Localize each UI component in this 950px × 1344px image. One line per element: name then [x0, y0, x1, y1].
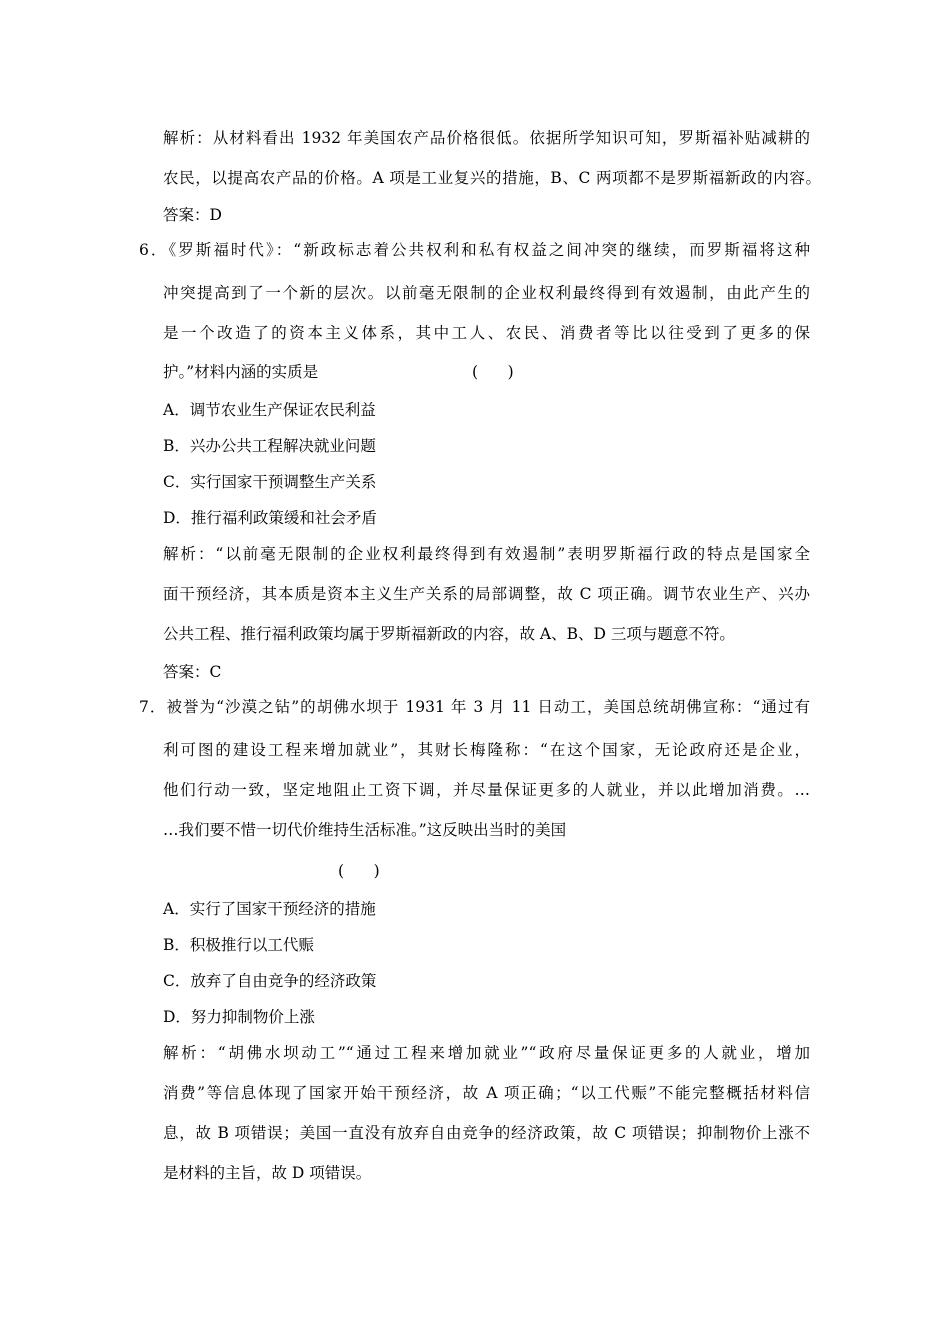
q7-option-d: D．努力抑制物价上涨 — [163, 1008, 315, 1026]
q7-analysis-line-1: 解析：“胡佛水坝动工”“通过工程来增加就业”“政府尽量保证更多的人就业，增加 — [163, 1044, 810, 1062]
q6-stem-line-3: 是一个改造了的资本主义体系，其中工人、农民、消费者等比以往受到了更多的保 — [163, 324, 810, 342]
q6-option-a: A．调节农业生产保证农民利益 — [163, 401, 376, 419]
q7-option-b: B．积极推行以工代赈 — [163, 936, 314, 954]
q7-stem-line-2: 利可图的建设工程来增加就业”，其财长梅隆称：“在这个国家，无论政府还是企业， — [163, 741, 810, 759]
q7-answer-blank: ( ) — [338, 862, 380, 880]
q7-option-c: C．放弃了自由竞争的经济政策 — [163, 972, 377, 990]
q6-analysis-line-2: 面干预经济，其本质是资本主义生产关系的局部调整，故 C 项正确。调节农业生产、兴办 — [163, 585, 810, 603]
q7-analysis-line-3: 息，故 B 项错误；美国一直没有放弃自由竞争的经济政策，故 C 项错误；抑制物价上涨不 — [163, 1124, 810, 1142]
q6-analysis-line-1: 解析：“以前毫无限制的企业权利最终得到有效遏制”表明罗斯福行政的特点是国家全 — [163, 545, 810, 563]
q6-stem-line-2: 冲突提高到了一个新的层次。以前毫无限制的企业权利最终得到有效遏制，由此产生的 — [163, 284, 810, 302]
q6-option-c: C．实行国家干预调整生产关系 — [163, 473, 377, 491]
q6-answer: 答案：C — [163, 663, 222, 681]
q7-stem-line-1: 7．被誉为“沙漠之钻”的胡佛水坝于 1931 年 3 月 11 日动工，美国总统胡佛宣称：“通过有 — [139, 698, 810, 716]
q6-analysis-line-3: 公共工程、推行福利政策均属于罗斯福新政的内容，故 A、B、D 三项与题意不符。 — [163, 625, 735, 643]
prev-analysis-line-1: 解析：从材料看出 1932 年美国农产品价格很低。依据所学知识可知，罗斯福补贴减耕的 — [163, 129, 810, 147]
prev-analysis-line-2: 农民，以提高农产品的价格。A 项是工业复兴的措施，B、C 两项都不是罗斯福新政的内容。 — [163, 169, 821, 187]
q7-analysis-line-2: 消费”等信息体现了国家开始干预经济，故 A 项正确；“以工代赈”不能完整概括材料信 — [163, 1084, 810, 1102]
q7-stem-line-3: 他们行动一致，坚定地阻止工资下调，并尽量保证更多的人就业，并以此增加消费。… — [163, 781, 810, 799]
q6-answer-blank: ( ) — [472, 363, 514, 381]
q7-option-a: A．实行了国家干预经济的措施 — [163, 900, 376, 918]
q6-stem-line-4: 护。”材料内涵的实质是 — [163, 363, 319, 381]
q7-stem-line-4: …我们要不惜一切代价维持生活标准。”这反映出当时的美国 — [163, 821, 567, 839]
prev-answer: 答案：D — [163, 206, 222, 224]
q6-option-b: B．兴办公共工程解决就业问题 — [163, 437, 376, 455]
q7-analysis-line-4: 是材料的主旨，故 D 项错误。 — [163, 1164, 372, 1182]
q6-option-d: D．推行福利政策缓和社会矛盾 — [163, 509, 377, 527]
q6-stem-line-1: 6．《罗斯福时代》：“新政标志着公共权利和私有权益之间冲突的继续，而罗斯福将这种 — [139, 241, 810, 259]
